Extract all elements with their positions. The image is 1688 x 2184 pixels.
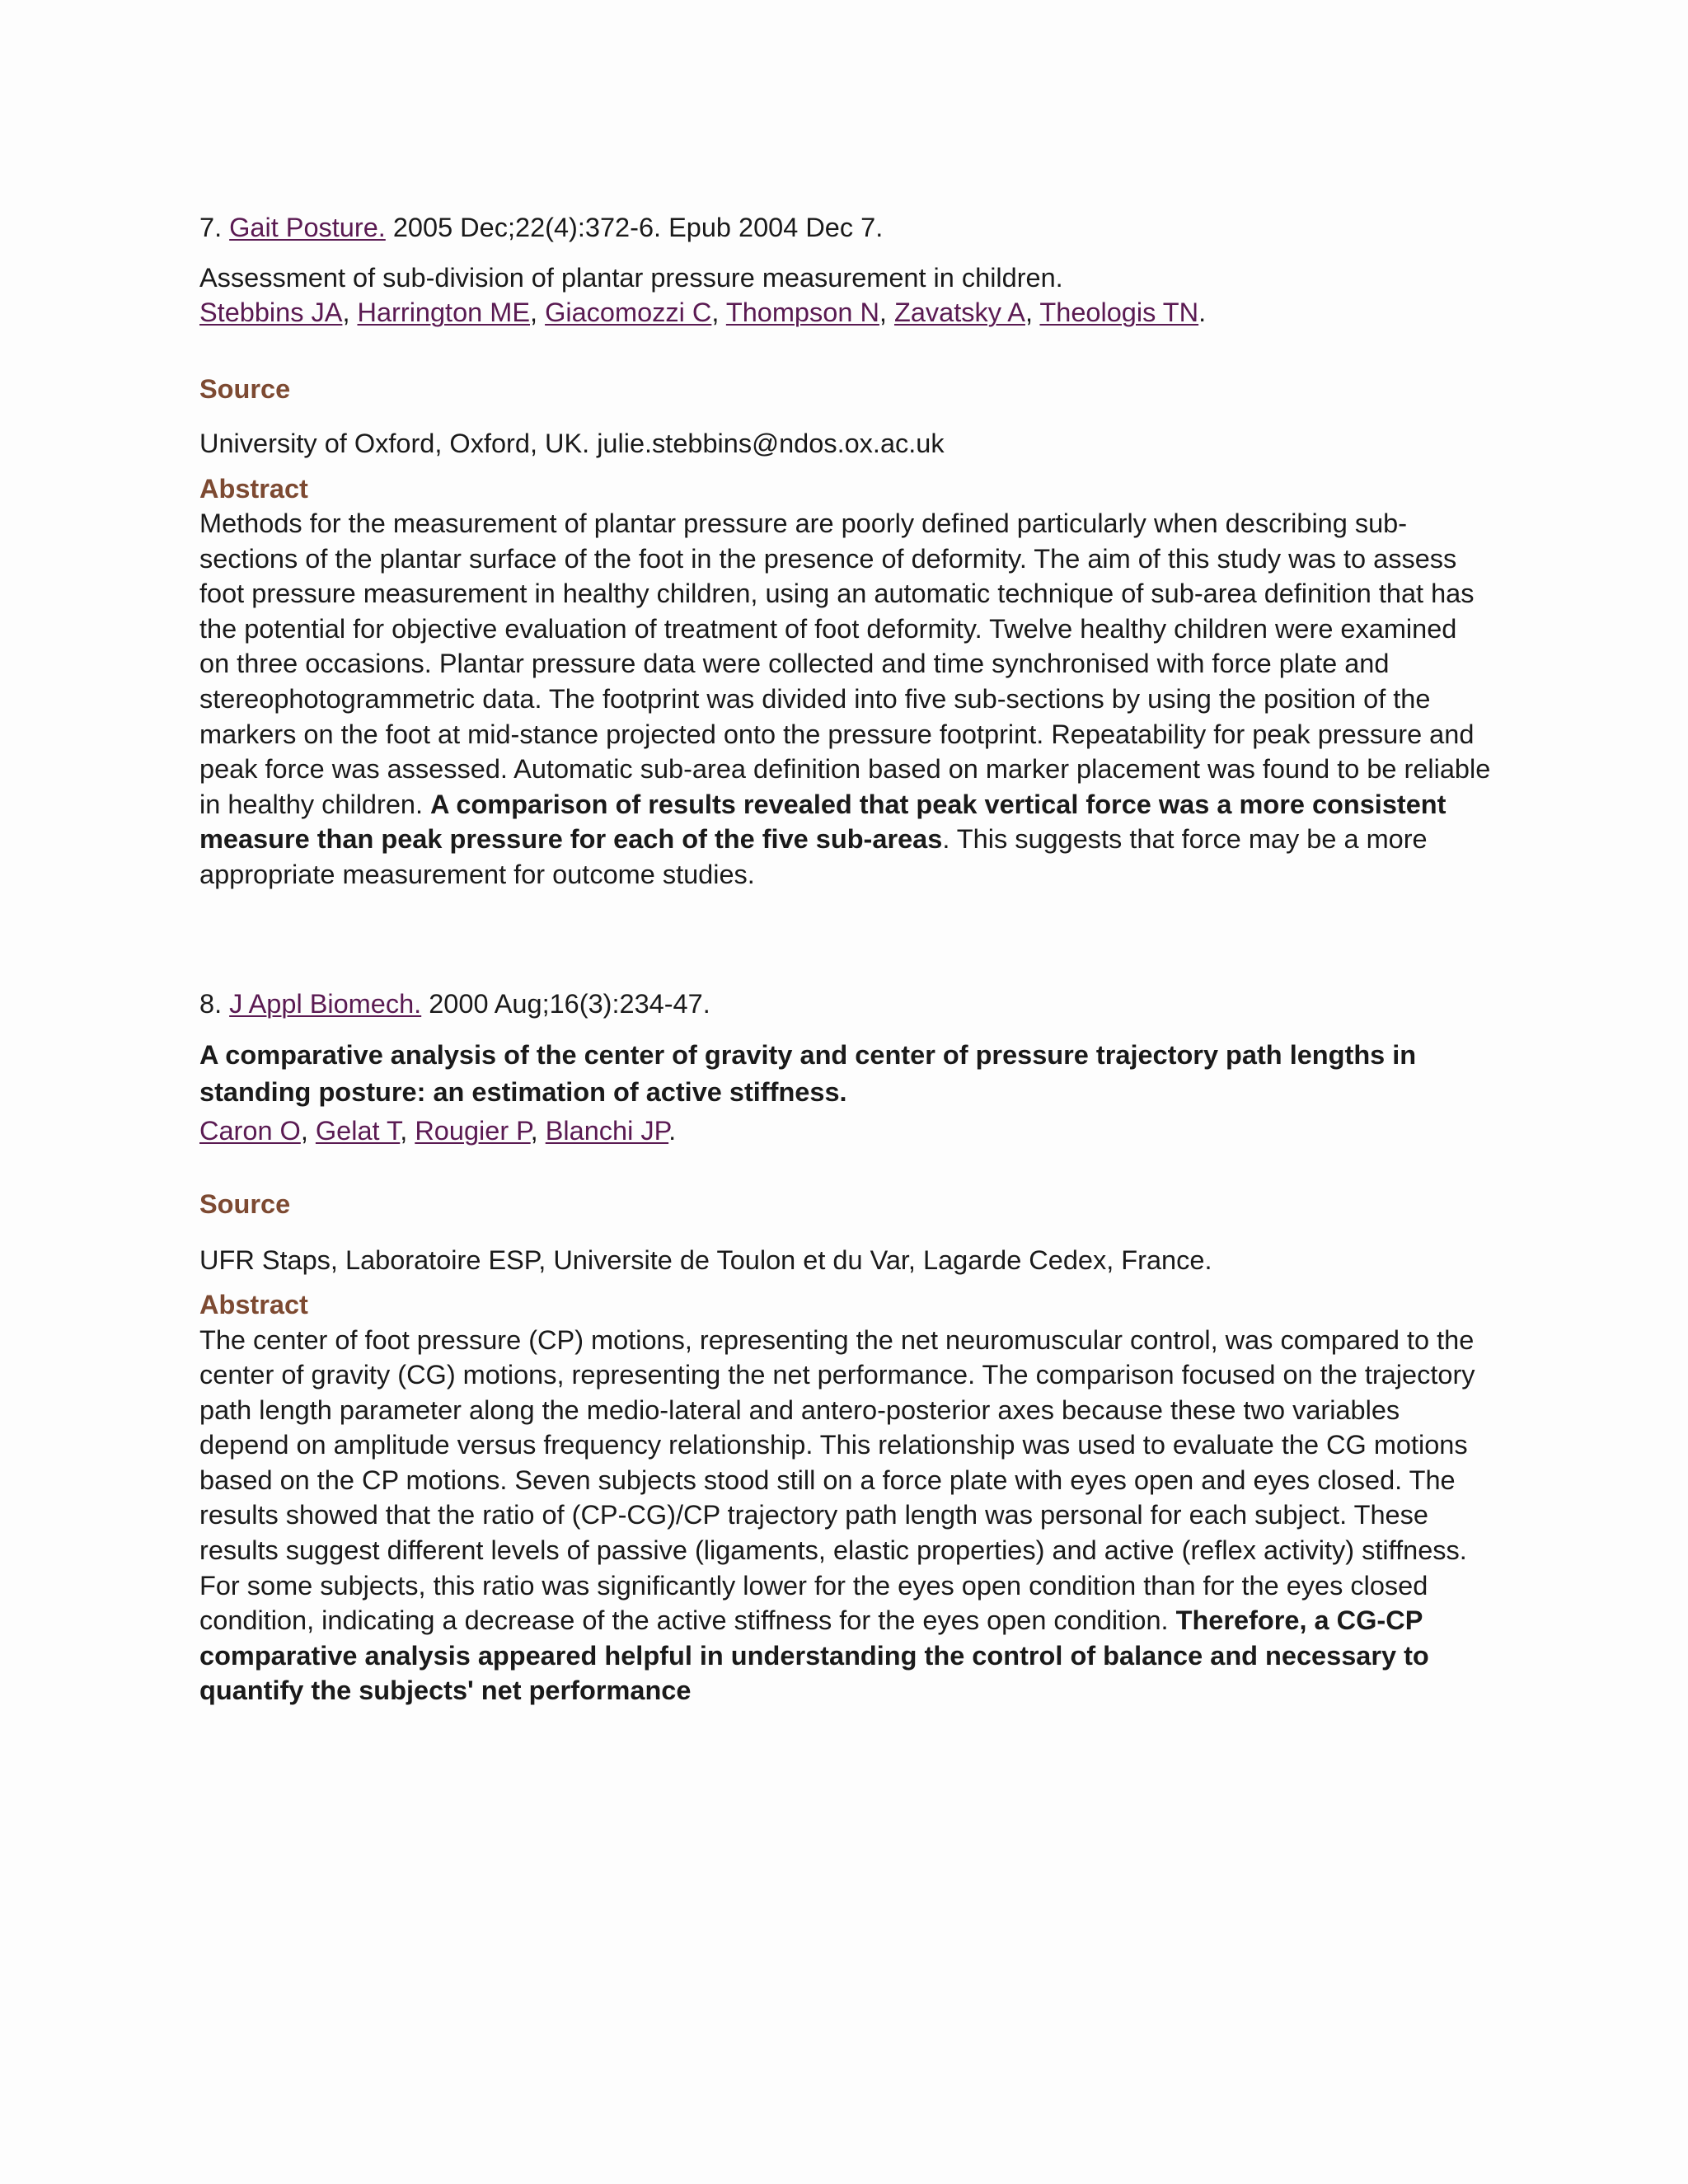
author-link[interactable]: Theologis TN: [1039, 298, 1199, 327]
author-link[interactable]: Harrington ME: [357, 298, 531, 327]
citation-entry-7: [199, 210, 1493, 893]
abstract-heading: Abstract: [199, 1290, 308, 1319]
abstract-bold: Therefore, a CG-CP comparative analysis appeared helpful in understanding the control of balance and necessary to quantify the subjects' net performance: [199, 1605, 1429, 1706]
author-link[interactable]: Thompson N: [725, 298, 879, 327]
source-affiliation: University of Oxford, Oxford, UK. julie.stebbins@ndos.ox.ac.uk: [199, 429, 945, 458]
author-link[interactable]: Zavatsky A: [893, 298, 1025, 327]
entry-number: 7.: [199, 213, 223, 242]
author-link[interactable]: Stebbins JA: [199, 298, 343, 327]
citation-line: [199, 210, 1493, 246]
source-affiliation: UFR Staps, Laboratoire ESP, Universite de Toulon et du Var, Lagarde Cedex, France.: [199, 1244, 1212, 1275]
author-list: Stebbins JA, Harrington ME, Giacomozzi C, Thompson N, Zavatsky A, Theologis TN.: [199, 298, 1207, 327]
citation-entry-8: [199, 987, 1493, 1708]
author-link[interactable]: Rougier P: [415, 1115, 531, 1146]
abstract-plain: The center of foot pressure (CP) motions, representing the net neuromuscular control, was compared to the center of gravity (CG) motions, representing the net performance. The comparison focused on the trajectory path length parameter along the medio-lateral and antero-posterior axes because these two variables depend on amplitude versus frequency relationship. This relationship was used to evaluate the CG motions based on the CP motions. Seven subjects stood still on a force plate with eyes open and eyes closed. The results showed that the ratio of (CP-CG)/CP trajectory path length was personal for each subject. These results suggest different levels of passive (ligaments, elastic properties) and active (reflex activity) stiffness. For some subjects, this ratio was significantly lower for the eyes open condition than for the eyes closed condition, indicating a decrease of the active stiffness for the eyes open condition.: [199, 1324, 1475, 1636]
source-heading: Source: [199, 373, 291, 404]
abstract-heading: Abstract: [199, 473, 308, 504]
citation-details: 2005 Dec;22(4):372-6. Epub 2004 Dec 7.: [392, 213, 884, 242]
author-link[interactable]: Gelat T: [315, 1115, 401, 1146]
abstract-text: [199, 506, 1493, 893]
abstract-text: [199, 1323, 1493, 1709]
abstract-tail: . This suggests that force may be a more appropriate measurement for outcome studies.: [199, 824, 1428, 889]
journal-link[interactable]: Gait Posture.: [229, 213, 386, 242]
author-link[interactable]: Giacomozzi C: [545, 298, 712, 327]
entry-number: 8.: [199, 989, 223, 1019]
citation-line: [199, 987, 1493, 1022]
author-link[interactable]: Blanchi JP: [545, 1115, 669, 1146]
journal-link[interactable]: J Appl Biomech.: [229, 989, 422, 1019]
source-heading: Source: [199, 1189, 291, 1219]
author-list: Caron O, Gelat T, Rougier P, Blanchi JP.: [199, 1115, 677, 1146]
article-title: Assessment of sub-division of plantar pressure measurement in children.: [199, 262, 1063, 293]
article-title: A comparative analysis of the center of gravity and center of pressure trajectory path lengths in standing posture: an estimation of active stiffness.: [199, 1039, 1417, 1107]
author-link[interactable]: Caron O: [199, 1115, 301, 1146]
abstract-bold: A comparison of results revealed that peak vertical force was a more consistent measure than peak pressure for each of the five sub-areas: [199, 789, 1447, 855]
citation-details: 2000 Aug;16(3):234-47.: [429, 989, 710, 1019]
abstract-plain: Methods for the measurement of plantar pressure are poorly defined particularly when describing sub-sections of the plantar surface of the foot in the presence of deformity. The aim of this study was to assess foot pressure measurement in healthy children, using an automatic technique of sub-area definition that has the potential for objective evaluation of treatment of foot deformity. Twelve healthy children were examined on three occasions. Plantar pressure data were collected and time synchronised with force plate and stereophotogrammetric data. The footprint was divided into five sub-sections by using the position of the markers on the foot at mid-stance projected onto the pressure footprint. Repeatability for peak pressure and peak force was assessed. Automatic sub-area definition based on marker placement was found to be reliable in healthy children.: [199, 509, 1491, 819]
